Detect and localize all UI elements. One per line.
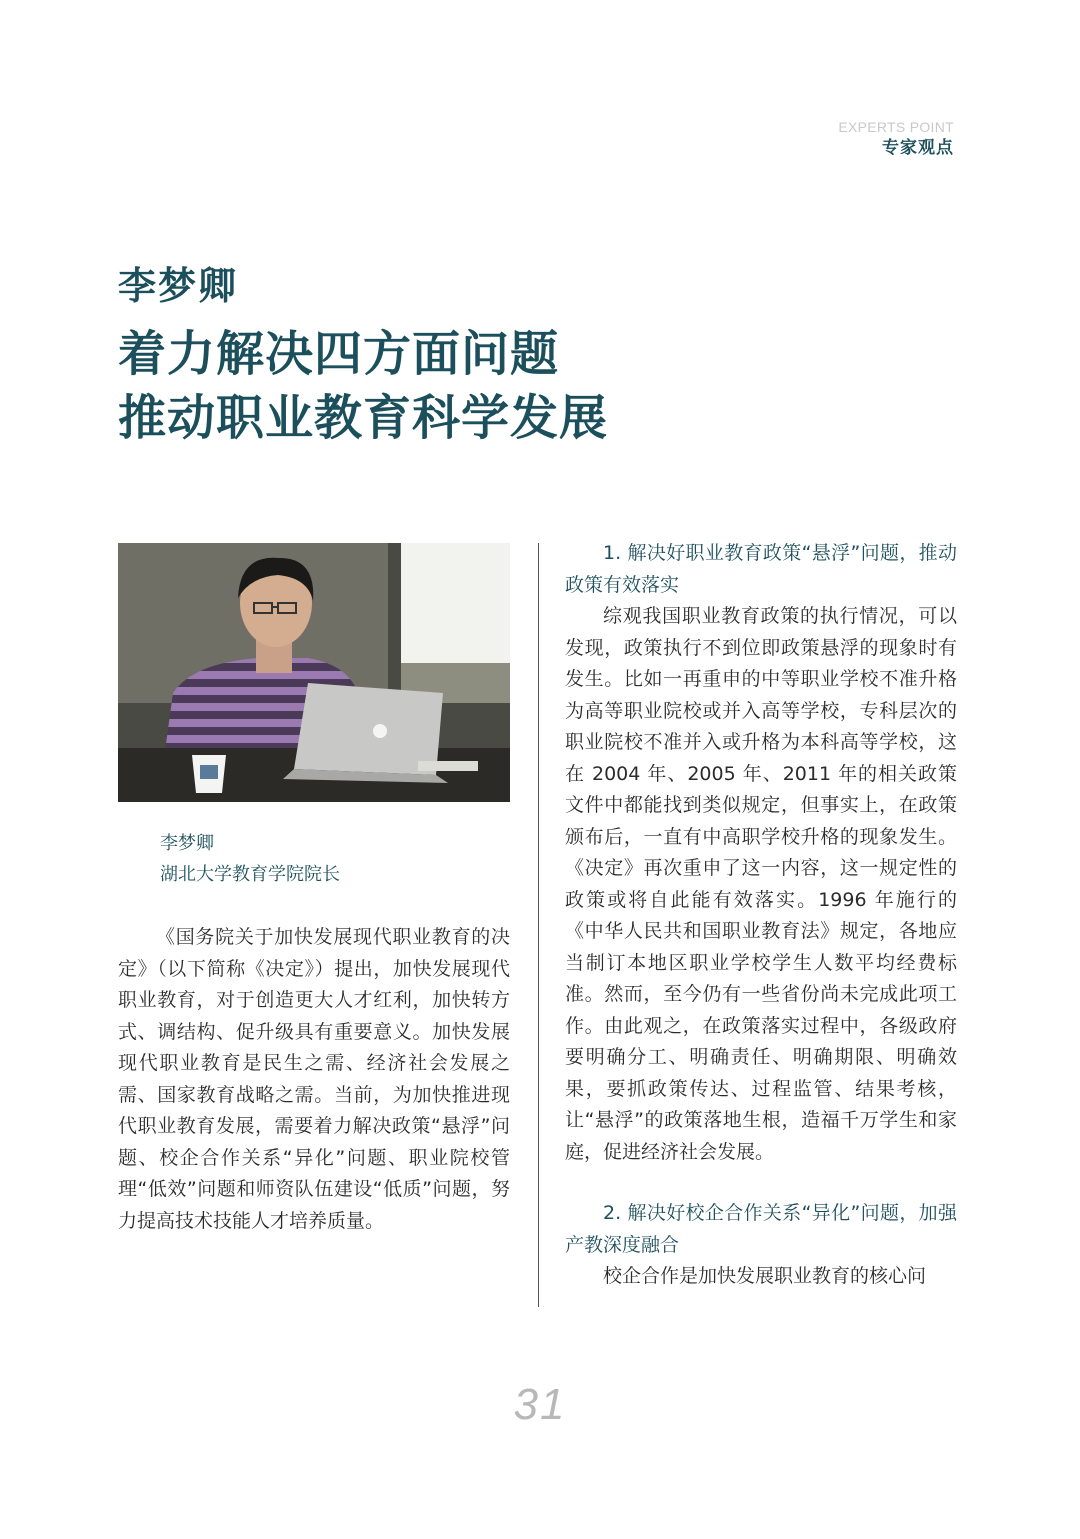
page-number: 31 — [513, 1380, 567, 1429]
article-title — [118, 322, 608, 450]
author-photo-illustration — [118, 543, 510, 802]
title-line-1: 着力解决四方面问题 — [118, 326, 560, 382]
author-name: 李梦卿 — [118, 264, 239, 308]
section-paragraph-1: 综观我国职业教育政策的执行情况，可以发现，政策执行不到位即政策悬浮的现象时有发生。比如一再重申的中等职业学校不准升格为高等职业院校或并入高等学校，专科层次的职业院校不准并入或升格为本科高等学校，这在 2004 年、2005 年、2011 年的相关政策文件中都能找到类似规定，但事实上，在政策颁布后，一直有中高职学校升格的现象发生。《决定》再次重申了这一内容，这一规定性的政策或将自此能有效落实。1996 年施行的《中华人民共和国职业教育法》规定，各地应当制订本地区职业学校学生人数平均经费标准。然而，至今仍有一些省份尚未完成此项工作。由此观之，在政策落实过程中，各级政府要明确分工、明确责任、明确期限、明确效果，要抓政策传达、过程监管、结果考核，让“悬浮”的政策落地生根，造福千万学生和家庭，促进经济社会发展。 — [565, 605, 957, 1163]
section-label-en: EXPERTS POINT — [838, 119, 954, 135]
left-column — [118, 922, 510, 1237]
section-paragraph-2: 校企合作是加快发展职业教育的核心问 — [603, 1265, 927, 1287]
author-photo — [118, 543, 510, 802]
section-heading-1: 1. 解决好职业教育政策“悬浮”问题，推动政策有效落实 — [565, 542, 957, 596]
right-column — [565, 538, 957, 1293]
caption-name: 李梦卿 — [160, 833, 214, 854]
section-label-cn: 专家观点 — [882, 138, 954, 158]
section-heading-2: 2. 解决好校企合作关系“异化”问题，加强产教深度融合 — [565, 1202, 957, 1256]
caption-role: 湖北大学教育学院院长 — [160, 864, 340, 885]
title-line-2: 推动职业教育科学发展 — [118, 390, 609, 446]
intro-paragraph: 《国务院关于加快发展现代职业教育的决定》（以下简称《决定》）提出，加快发展现代职业教育，对于创造更大人才红利，加快转方式、调结构、促升级具有重要意义。加快发展现代职业教育是民生之需、经济社会发展之需、国家教育战略之需。当前，为加快推进现代职业教育发展，需要着力解决政策“悬浮”问题、校企合作关系“异化”问题、职业院校管理“低效”问题和师资队伍建设“低质”问题，努力提高技术技能人才培养质量。 — [118, 926, 510, 1232]
photo-caption — [160, 828, 340, 890]
section-header — [838, 118, 954, 160]
column-divider — [538, 543, 539, 1307]
